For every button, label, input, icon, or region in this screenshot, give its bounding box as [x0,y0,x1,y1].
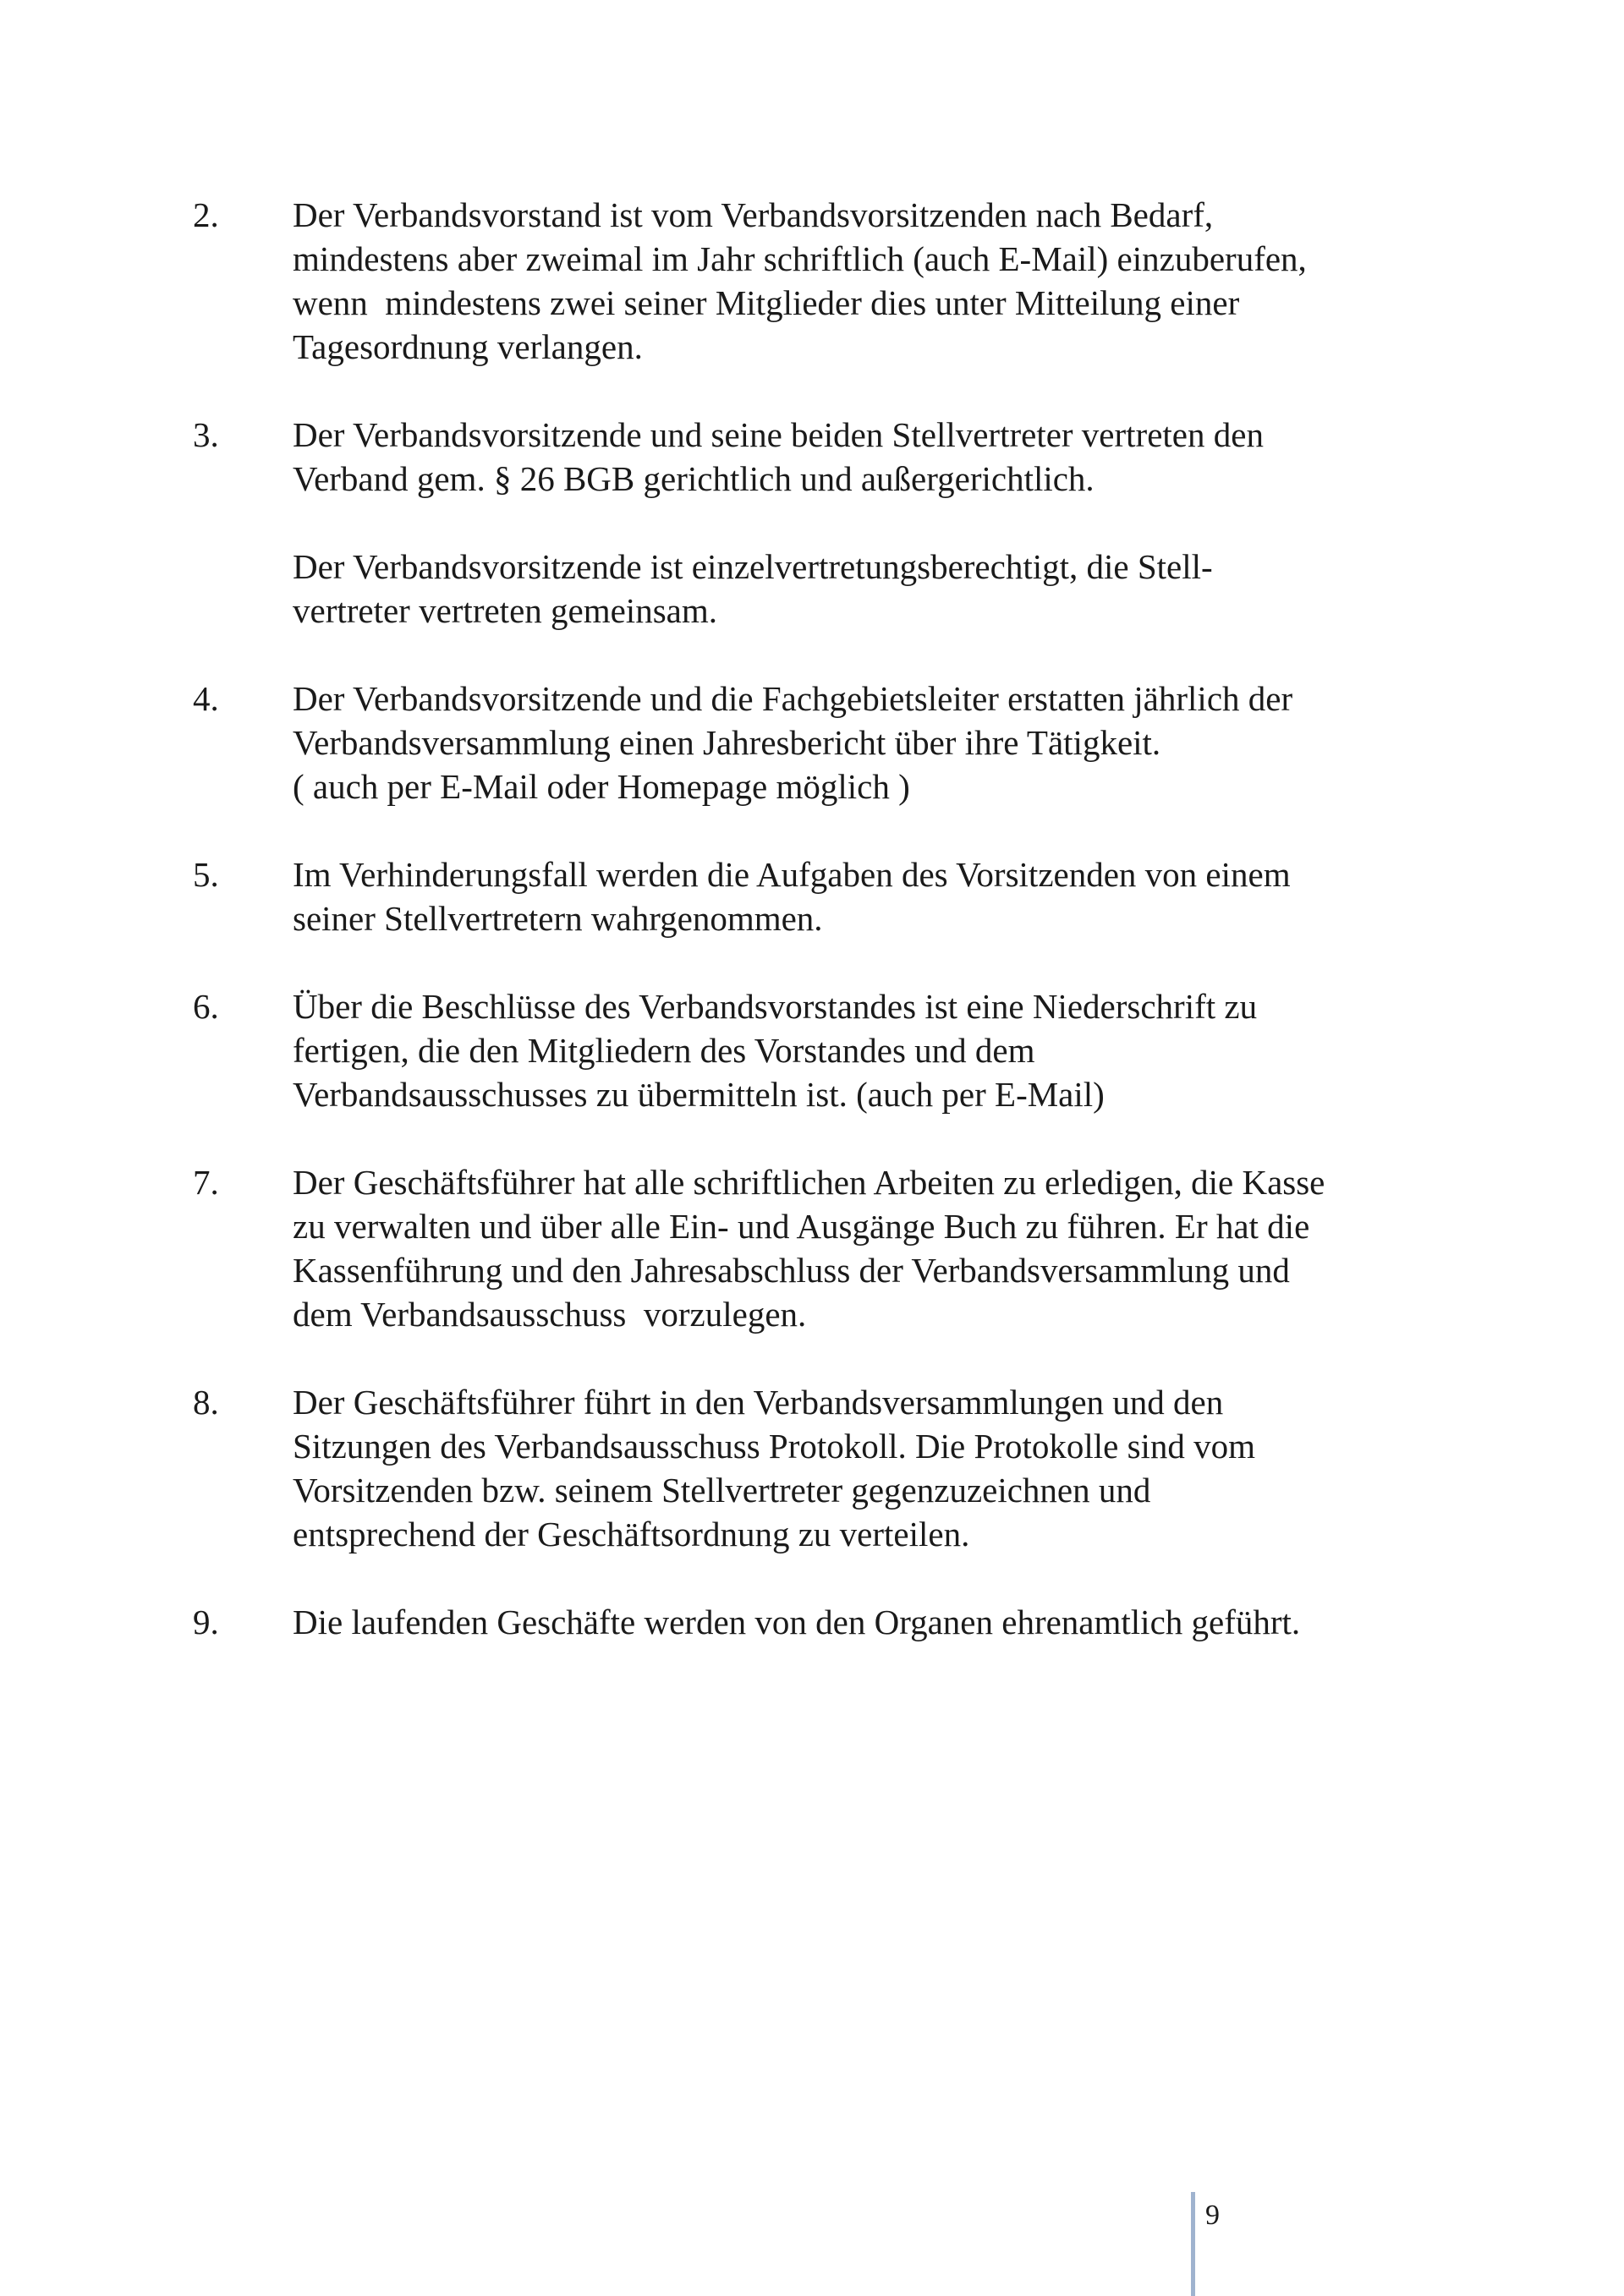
text-line: Über die Beschlüsse des Verbandsvorstandes ist eine Niederschrift zu [293,987,1258,1026]
list-item [193,852,1462,940]
text-line: Verbandsausschusses zu übermitteln ist. (auch per E-Mail) [293,1075,1105,1114]
text-line: entsprechend der Geschäftsordnung zu verteilen. [293,1515,970,1553]
list-item [193,1600,1462,1644]
footer-divider [1191,2192,1195,2296]
text-line: Sitzungen des Verbandsausschuss Protokoll. Die Protokolle sind vom [293,1427,1256,1466]
text-line: Der Geschäftsführer führt in den Verbandsversammlungen und den [293,1383,1224,1422]
page-number: 9 [1205,2200,1220,2231]
list-item [193,193,1462,369]
item-number: 8. [193,1383,219,1422]
text-line: fertigen, die den Mitgliedern des Vorstandes und dem [293,1031,1035,1070]
item-number: 2. [193,195,219,234]
text-line: Verbandsversammlung einen Jahresbericht über ihre Tätigkeit. [293,723,1161,762]
item-body [293,852,1462,940]
item-number: 9. [193,1603,219,1641]
text-line: Vorsitzenden bzw. seinem Stellvertreter gegenzuzeichnen und [293,1471,1151,1510]
text-line: vertreter vertreten gemeinsam. [293,591,717,630]
item-number: 5. [193,855,219,894]
item-number: 6. [193,987,219,1026]
item-body [293,193,1462,369]
item-body [293,413,1462,633]
list-item [193,984,1462,1116]
text-line: Im Verhinderungsfall werden die Aufgaben des Vorsitzenden von einem [293,855,1291,894]
text-line: Der Verbandsvorsitzende und die Fachgebietsleiter erstatten jährlich der [293,679,1293,718]
paragraph [293,545,1462,633]
paragraph [293,1380,1462,1556]
item-body [293,1600,1462,1644]
text-line: Tagesordnung verlangen. [293,327,643,366]
paragraph [293,984,1462,1116]
item-body [293,1380,1462,1556]
text-line: ( auch per E-Mail oder Homepage möglich ) [293,767,910,806]
text-line: Der Geschäftsführer hat alle schriftlichen Arbeiten zu erledigen, die Kasse [293,1163,1325,1202]
list-item [193,413,1462,633]
item-number: 4. [193,679,219,718]
item-body [293,1160,1462,1336]
text-line: wenn mindestens zwei seiner Mitglieder dies unter Mitteilung einer [293,283,1240,322]
text-line: Der Verbandsvorstand ist vom Verbandsvorsitzenden nach Bedarf, [293,195,1214,234]
item-body [293,677,1462,808]
text-line: Der Verbandsvorsitzende ist einzelvertretungsberechtigt, die Stell- [293,547,1213,586]
paragraph [293,852,1462,940]
list-item [193,677,1462,808]
text-line: dem Verbandsausschuss vorzulegen. [293,1295,807,1334]
paragraph [293,677,1462,808]
item-body [293,984,1462,1116]
list-item [193,1160,1462,1336]
paragraph [293,1160,1462,1336]
text-line: Der Verbandsvorsitzende und seine beiden Stellvertreter vertreten den [293,415,1264,454]
text-line: Die laufenden Geschäfte werden von den Organen ehrenamtlich geführt. [293,1603,1301,1641]
text-line: mindestens aber zweimal im Jahr schriftlich (auch E-Mail) einzuberufen, [293,239,1307,278]
text-line: Kassenführung und den Jahresabschluss der Verbandsversammlung und [293,1251,1290,1290]
item-number: 3. [193,415,219,454]
paragraph [293,1600,1462,1644]
text-line: seiner Stellvertretern wahrgenommen. [293,899,823,938]
numbered-list [193,193,1462,1688]
paragraph [293,193,1462,369]
list-item [193,1380,1462,1556]
paragraph [293,413,1462,501]
text-line: zu verwalten und über alle Ein- und Ausgänge Buch zu führen. Er hat die [293,1207,1310,1246]
item-number: 7. [193,1163,219,1202]
text-line: Verband gem. § 26 BGB gerichtlich und außergerichtlich. [293,459,1095,498]
